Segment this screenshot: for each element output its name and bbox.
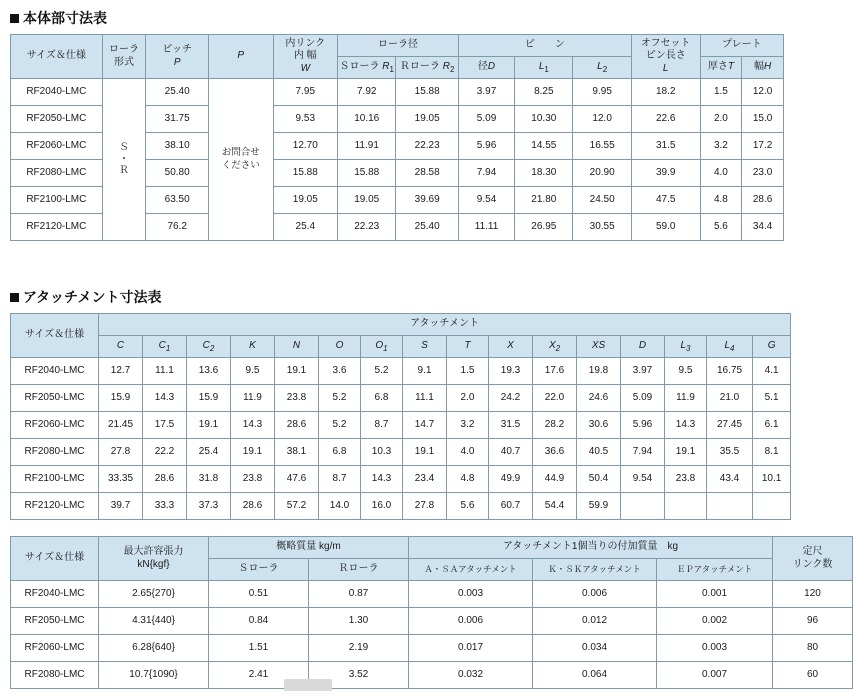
cell-C: 39.7 — [99, 493, 143, 520]
cell-mass-r: 3.52 — [309, 662, 409, 689]
page-fold-marker — [284, 679, 332, 691]
cell-tension: 6.28{640} — [99, 635, 209, 662]
cell-T: 1.5 — [700, 79, 742, 106]
cell-pitch: 25.40 — [146, 79, 209, 106]
cell-D: 9.54 — [458, 187, 514, 214]
header-size-spec: サイズ＆仕様 — [11, 537, 99, 581]
cell-X: 24.2 — [489, 385, 533, 412]
cell-K: 23.8 — [231, 466, 275, 493]
header-roller-dia: ローラ径 — [338, 35, 459, 57]
cell-O1: 10.3 — [361, 439, 403, 466]
cell-attach-ep: 0.001 — [657, 581, 773, 608]
section-spacer — [0, 241, 794, 279]
cell-S: 11.1 — [403, 385, 447, 412]
cell-X: 19.3 — [489, 358, 533, 385]
table-row — [11, 439, 791, 466]
header-max-tension: 最大許容張力 kN{kgf} — [99, 537, 209, 581]
table-subheader-row — [11, 336, 791, 358]
cell-C1: 33.3 — [143, 493, 187, 520]
main-dimensions-table — [10, 34, 784, 241]
cell-tension: 2.65{270} — [99, 581, 209, 608]
header-pin: ピ ン — [458, 35, 631, 57]
cell-H: 17.2 — [742, 133, 784, 160]
cell-X2: 17.6 — [533, 358, 577, 385]
table-header-row — [11, 35, 784, 57]
cell-mass-r: 2.19 — [309, 635, 409, 662]
cell-C1: 14.3 — [143, 385, 187, 412]
cell-L4: 27.45 — [707, 412, 753, 439]
cell-G: 5.1 — [753, 385, 791, 412]
cell-T: 2.0 — [447, 385, 489, 412]
header-col-X: X — [489, 336, 533, 358]
cell-N: 28.6 — [275, 412, 319, 439]
header-inner-link-width: 内リンク 内 幅 W — [273, 35, 338, 79]
cell-R2: 15.88 — [396, 79, 459, 106]
cell-T: 4.0 — [447, 439, 489, 466]
cell-N: 38.1 — [275, 439, 319, 466]
header-plate: プレート — [700, 35, 783, 57]
table-row — [11, 79, 784, 106]
header-col-L4: $L_4$ — [707, 336, 753, 358]
header-standard-links: 定尺 リンク数 — [773, 537, 853, 581]
page-bottom-margin — [0, 689, 794, 699]
header-roller-type: ローラ 形式 — [102, 35, 146, 79]
cell-size: RF2060-LMC — [11, 412, 99, 439]
cell-W: 19.05 — [273, 187, 338, 214]
cell-size: RF2100-LMC — [11, 466, 99, 493]
cell-W: 25.4 — [273, 214, 338, 241]
header-pin-l1: $L_1$ — [515, 57, 573, 79]
cell-S: 19.1 — [403, 439, 447, 466]
cell-L1: 10.30 — [515, 106, 573, 133]
cell-C2: 37.3 — [187, 493, 231, 520]
cell-L3: 9.5 — [665, 358, 707, 385]
cell-O: 14.0 — [319, 493, 361, 520]
cell-T: 5.6 — [700, 214, 742, 241]
cell-G: 10.1 — [753, 466, 791, 493]
square-bullet-icon — [10, 14, 19, 23]
cell-p-inquiry: お問合せ ください — [208, 79, 273, 241]
cell-L4: 43.4 — [707, 466, 753, 493]
cell-L2: 12.0 — [573, 106, 631, 133]
header-mass-r-roller: Ｒローラ — [309, 559, 409, 581]
cell-size: RF2080-LMC — [11, 439, 99, 466]
cell-O1: 5.2 — [361, 358, 403, 385]
table-header-row — [11, 537, 853, 559]
cell-L1: 26.95 — [515, 214, 573, 241]
cell-C: 27.8 — [99, 439, 143, 466]
cell-C2: 13.6 — [187, 358, 231, 385]
header-col-C: C — [99, 336, 143, 358]
cell-mass-r: 0.87 — [309, 581, 409, 608]
cell-X2: 54.4 — [533, 493, 577, 520]
cell-T: 3.2 — [700, 133, 742, 160]
cell-T: 1.5 — [447, 358, 489, 385]
cell-C1: 28.6 — [143, 466, 187, 493]
header-attachment-mass: アタッチメント1個当りの付加質量 kg — [409, 537, 773, 559]
cell-attach-a: 0.032 — [409, 662, 533, 689]
cell-L: 31.5 — [631, 133, 700, 160]
header-pin-l2: $L_2$ — [573, 57, 631, 79]
cell-D: 7.94 — [621, 439, 665, 466]
cell-R2: 25.40 — [396, 214, 459, 241]
cell-C2: 31.8 — [187, 466, 231, 493]
cell-attach-ep: 0.003 — [657, 635, 773, 662]
cell-D: 7.94 — [458, 160, 514, 187]
cell-attach-k: 0.034 — [533, 635, 657, 662]
cell-D: 11.11 — [458, 214, 514, 241]
cell-S: 23.4 — [403, 466, 447, 493]
cell-O: 5.2 — [319, 412, 361, 439]
cell-size: RF2120-LMC — [11, 214, 103, 241]
cell-L4 — [707, 493, 753, 520]
cell-S: 27.8 — [403, 493, 447, 520]
cell-L1: 14.55 — [515, 133, 573, 160]
mass-table-wrap — [10, 536, 833, 689]
cell-X: 60.7 — [489, 493, 533, 520]
cell-T: 4.8 — [700, 187, 742, 214]
header-p: P — [208, 35, 273, 79]
cell-L1: 21.80 — [515, 187, 573, 214]
cell-links: 96 — [773, 608, 853, 635]
cell-L4: 16.75 — [707, 358, 753, 385]
table-row — [11, 662, 853, 689]
header-attachment-k-sk: Ｋ・ＳＫアタッチメント — [533, 559, 657, 581]
cell-D: 5.96 — [458, 133, 514, 160]
cell-pitch: 38.10 — [146, 133, 209, 160]
cell-XS: 24.6 — [577, 385, 621, 412]
header-attachment: アタッチメント — [99, 314, 791, 336]
cell-X: 49.9 — [489, 466, 533, 493]
cell-L4: 35.5 — [707, 439, 753, 466]
table-row — [11, 608, 853, 635]
cell-links: 80 — [773, 635, 853, 662]
cell-L: 47.5 — [631, 187, 700, 214]
cell-C1: 22.2 — [143, 439, 187, 466]
cell-R2: 28.58 — [396, 160, 459, 187]
cell-K: 9.5 — [231, 358, 275, 385]
cell-C: 15.9 — [99, 385, 143, 412]
cell-T: 5.6 — [447, 493, 489, 520]
header-col-G: G — [753, 336, 791, 358]
table-row — [11, 493, 791, 520]
cell-XS: 30.6 — [577, 412, 621, 439]
cell-size: RF2040-LMC — [11, 358, 99, 385]
cell-T: 4.8 — [447, 466, 489, 493]
cell-L3 — [665, 493, 707, 520]
header-plate-thickness: 厚さT — [700, 57, 742, 79]
cell-D: 9.54 — [621, 466, 665, 493]
cell-D: 3.97 — [621, 358, 665, 385]
section-title-text: 本体部寸法表 — [23, 10, 107, 26]
cell-R2: 39.69 — [396, 187, 459, 214]
cell-L1: 8.25 — [515, 79, 573, 106]
header-col-X2: $X_2$ — [533, 336, 577, 358]
header-col-C2: $C_2$ — [187, 336, 231, 358]
table-row — [11, 635, 853, 662]
cell-C: 12.7 — [99, 358, 143, 385]
cell-size: RF2050-LMC — [11, 385, 99, 412]
header-size-spec: サイズ＆仕様 — [11, 35, 103, 79]
cell-size: RF2120-LMC — [11, 493, 99, 520]
cell-tension: 10.7{1090} — [99, 662, 209, 689]
header-attachment-a-sa: Ａ・ＳＡアタッチメント — [409, 559, 533, 581]
header-col-L3: $L_3$ — [665, 336, 707, 358]
cell-size: RF2050-LMC — [11, 106, 103, 133]
document-page — [0, 8, 833, 699]
cell-attach-ep: 0.007 — [657, 662, 773, 689]
mass-and-tension-table — [10, 536, 853, 689]
cell-L: 39.9 — [631, 160, 700, 187]
cell-size: RF2080-LMC — [11, 662, 99, 689]
cell-mass-s: 0.51 — [209, 581, 309, 608]
cell-L: 22.6 — [631, 106, 700, 133]
cell-C1: 11.1 — [143, 358, 187, 385]
cell-H: 15.0 — [742, 106, 784, 133]
cell-S: 14.7 — [403, 412, 447, 439]
cell-attach-a: 0.006 — [409, 608, 533, 635]
cell-size: RF2040-LMC — [11, 79, 103, 106]
table-row — [11, 385, 791, 412]
main-dimensions-table-wrap — [10, 34, 784, 241]
cell-attach-ep: 0.002 — [657, 608, 773, 635]
cell-attach-k: 0.064 — [533, 662, 657, 689]
table-row — [11, 466, 791, 493]
cell-X2: 36.6 — [533, 439, 577, 466]
cell-L2: 16.55 — [573, 133, 631, 160]
cell-R1: 15.88 — [338, 160, 396, 187]
cell-W: 9.53 — [273, 106, 338, 133]
attachment-dimensions-table-wrap — [10, 313, 784, 520]
cell-size: RF2040-LMC — [11, 581, 99, 608]
cell-T: 4.0 — [700, 160, 742, 187]
table-row — [11, 581, 853, 608]
attachment-dimensions-table — [10, 313, 791, 520]
cell-O: 3.6 — [319, 358, 361, 385]
cell-R2: 19.05 — [396, 106, 459, 133]
cell-G — [753, 493, 791, 520]
cell-attach-k: 0.006 — [533, 581, 657, 608]
cell-D — [621, 493, 665, 520]
cell-tension: 4.31{440} — [99, 608, 209, 635]
cell-G: 6.1 — [753, 412, 791, 439]
cell-N: 19.1 — [275, 358, 319, 385]
cell-attach-a: 0.017 — [409, 635, 533, 662]
cell-X2: 44.9 — [533, 466, 577, 493]
cell-attach-a: 0.003 — [409, 581, 533, 608]
cell-C2: 25.4 — [187, 439, 231, 466]
cell-size: RF2050-LMC — [11, 608, 99, 635]
cell-X: 40.7 — [489, 439, 533, 466]
cell-R1: 10.16 — [338, 106, 396, 133]
cell-D: 5.09 — [621, 385, 665, 412]
cell-T: 3.2 — [447, 412, 489, 439]
cell-L3: 19.1 — [665, 439, 707, 466]
cell-O1: 16.0 — [361, 493, 403, 520]
table-row — [11, 412, 791, 439]
cell-N: 47.6 — [275, 466, 319, 493]
cell-pitch: 63.50 — [146, 187, 209, 214]
cell-L2: 24.50 — [573, 187, 631, 214]
cell-C: 33.35 — [99, 466, 143, 493]
square-bullet-icon — [10, 293, 19, 302]
cell-K: 19.1 — [231, 439, 275, 466]
cell-size: RF2080-LMC — [11, 160, 103, 187]
header-col-K: K — [231, 336, 275, 358]
cell-pitch: 31.75 — [146, 106, 209, 133]
header-col-D: D — [621, 336, 665, 358]
table-spacer — [0, 520, 794, 536]
cell-O1: 6.8 — [361, 385, 403, 412]
header-col-N: N — [275, 336, 319, 358]
table-header-row — [11, 314, 791, 336]
cell-XS: 40.5 — [577, 439, 621, 466]
cell-D: 3.97 — [458, 79, 514, 106]
cell-L2: 30.55 — [573, 214, 631, 241]
cell-L2: 20.90 — [573, 160, 631, 187]
cell-size: RF2060-LMC — [11, 635, 99, 662]
cell-D: 5.96 — [621, 412, 665, 439]
cell-XS: 19.8 — [577, 358, 621, 385]
cell-L: 18.2 — [631, 79, 700, 106]
cell-K: 14.3 — [231, 412, 275, 439]
header-col-T: T — [447, 336, 489, 358]
header-mass-s-roller: Ｓローラ — [209, 559, 309, 581]
section-title-main-dimensions — [10, 8, 794, 28]
cell-pitch: 76.2 — [146, 214, 209, 241]
cell-L: 59.0 — [631, 214, 700, 241]
cell-L3: 23.8 — [665, 466, 707, 493]
cell-O1: 8.7 — [361, 412, 403, 439]
cell-D: 5.09 — [458, 106, 514, 133]
cell-mass-s: 2.41 — [209, 662, 309, 689]
cell-R1: 11.91 — [338, 133, 396, 160]
header-roller-r: Ｒローラ $R_2$ — [396, 57, 459, 79]
cell-O: 5.2 — [319, 385, 361, 412]
cell-L1: 18.30 — [515, 160, 573, 187]
cell-X2: 22.0 — [533, 385, 577, 412]
cell-C2: 19.1 — [187, 412, 231, 439]
cell-L3: 14.3 — [665, 412, 707, 439]
header-col-S: S — [403, 336, 447, 358]
cell-W: 15.88 — [273, 160, 338, 187]
header-mass: 概略質量 kg/m — [209, 537, 409, 559]
cell-T: 2.0 — [700, 106, 742, 133]
cell-X: 31.5 — [489, 412, 533, 439]
cell-H: 12.0 — [742, 79, 784, 106]
cell-R1: 22.23 — [338, 214, 396, 241]
cell-O1: 14.3 — [361, 466, 403, 493]
cell-O: 8.7 — [319, 466, 361, 493]
cell-L2: 9.95 — [573, 79, 631, 106]
cell-links: 60 — [773, 662, 853, 689]
cell-R1: 7.92 — [338, 79, 396, 106]
cell-G: 8.1 — [753, 439, 791, 466]
cell-mass-s: 0.84 — [209, 608, 309, 635]
main-dimensions-body — [11, 79, 784, 241]
section-title-attachment-dimensions — [10, 287, 794, 307]
header-size-spec: サイズ＆仕様 — [11, 314, 99, 358]
cell-L3: 11.9 — [665, 385, 707, 412]
cell-mass-s: 1.51 — [209, 635, 309, 662]
cell-XS: 59.9 — [577, 493, 621, 520]
cell-H: 28.6 — [742, 187, 784, 214]
header-col-O1: $O_1$ — [361, 336, 403, 358]
cell-S: 9.1 — [403, 358, 447, 385]
cell-K: 28.6 — [231, 493, 275, 520]
cell-C1: 17.5 — [143, 412, 187, 439]
cell-H: 34.4 — [742, 214, 784, 241]
header-pitch: ピッチ P — [146, 35, 209, 79]
cell-links: 120 — [773, 581, 853, 608]
attachment-dimensions-body — [11, 358, 791, 520]
cell-N: 57.2 — [275, 493, 319, 520]
cell-K: 11.9 — [231, 385, 275, 412]
cell-size: RF2100-LMC — [11, 187, 103, 214]
mass-table-body — [11, 581, 853, 689]
header-pin-d: 径D — [458, 57, 514, 79]
cell-W: 12.70 — [273, 133, 338, 160]
cell-size: RF2060-LMC — [11, 133, 103, 160]
header-col-C1: $C_1$ — [143, 336, 187, 358]
cell-XS: 50.4 — [577, 466, 621, 493]
header-col-XS: XS — [577, 336, 621, 358]
section-title-text: アタッチメント寸法表 — [23, 289, 162, 305]
cell-G: 4.1 — [753, 358, 791, 385]
cell-L4: 21.0 — [707, 385, 753, 412]
cell-roller-type: Ｓ ・ Ｒ — [102, 79, 146, 241]
header-plate-width: 幅H — [742, 57, 784, 79]
cell-C: 21.45 — [99, 412, 143, 439]
cell-O: 6.8 — [319, 439, 361, 466]
cell-X2: 28.2 — [533, 412, 577, 439]
header-roller-s: Ｓローラ $R_1$ — [338, 57, 396, 79]
cell-N: 23.8 — [275, 385, 319, 412]
cell-C2: 15.9 — [187, 385, 231, 412]
cell-attach-k: 0.012 — [533, 608, 657, 635]
cell-R1: 19.05 — [338, 187, 396, 214]
cell-pitch: 50.80 — [146, 160, 209, 187]
cell-mass-r: 1.30 — [309, 608, 409, 635]
header-attachment-ep: ＥＰアタッチメント — [657, 559, 773, 581]
cell-R2: 22.23 — [396, 133, 459, 160]
cell-H: 23.0 — [742, 160, 784, 187]
header-offset-pin-length: オフセット ピン長さ L — [631, 35, 700, 79]
cell-W: 7.95 — [273, 79, 338, 106]
header-col-O: O — [319, 336, 361, 358]
table-row — [11, 358, 791, 385]
